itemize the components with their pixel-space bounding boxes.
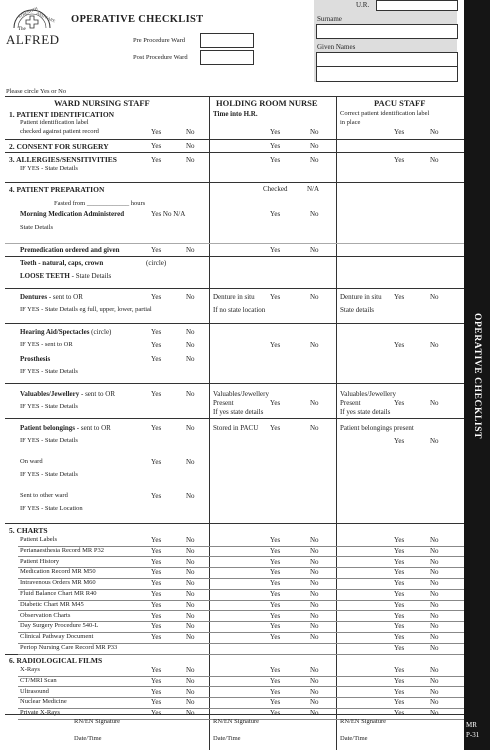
- s1-holding-label: Time into H.R.: [213, 110, 258, 118]
- s1-sub2: checked against patient record: [20, 128, 99, 135]
- s4-prosthesis-no[interactable]: No: [186, 355, 195, 363]
- s4-valuables-line: Valuables/Jewellery - sent to OR: [20, 390, 116, 398]
- s6-row-label: Ultrasound: [20, 687, 49, 695]
- s4-hearing-no[interactable]: No: [186, 328, 195, 336]
- s3-holding-yes[interactable]: Yes: [270, 156, 281, 164]
- s5-row-pacu-yes[interactable]: Yes: [394, 600, 405, 609]
- s6-row-label: X-Rays: [20, 666, 40, 673]
- s5-row-holding-no[interactable]: No: [310, 622, 319, 631]
- col-holding-header: HOLDING ROOM NURSE: [216, 98, 318, 108]
- s4-valuables-yes[interactable]: Yes: [151, 390, 162, 398]
- s6-row-holding-yes[interactable]: Yes: [270, 666, 281, 674]
- s4-hearing-holding-yes[interactable]: Yes: [270, 341, 281, 349]
- s5-row-pacu-no[interactable]: No: [430, 600, 439, 609]
- s6-row-holding-no[interactable]: No: [310, 666, 319, 674]
- s5-row-pacu-yes[interactable]: Yes: [394, 622, 405, 631]
- s5-row-pacu-no[interactable]: No: [430, 622, 439, 631]
- s6-row-pacu-yes[interactable]: Yes: [394, 676, 405, 685]
- s1-pacu-yes[interactable]: Yes: [394, 128, 405, 136]
- s5-title: 5. CHARTS: [9, 526, 48, 535]
- s6-row-pacu-no[interactable]: No: [430, 687, 439, 696]
- s5-row-label: Patient Labels: [20, 536, 58, 543]
- s4-on-ward-yes[interactable]: Yes: [151, 458, 162, 466]
- form-code-1: MR: [466, 721, 477, 729]
- s1-title: 1. PATIENT IDENTIFICATION: [9, 110, 115, 119]
- s4-vj-pacu-present: Present: [340, 399, 361, 407]
- s4-pacu-denture: Denture in situ: [340, 293, 382, 301]
- s4-morning-holding-no[interactable]: No: [310, 210, 319, 218]
- s4-belongings-yes[interactable]: Yes: [151, 424, 162, 432]
- s5-row-label: Patient History: [20, 557, 60, 565]
- s4-vj-holding: Valuables/Jewellery: [213, 390, 269, 398]
- s4-hearing-sent-no[interactable]: No: [186, 341, 195, 349]
- s4-hearing-holding-no[interactable]: No: [310, 341, 319, 349]
- s5-row-holding-no[interactable]: No: [310, 546, 319, 555]
- s1-holding-yes[interactable]: Yes: [270, 128, 281, 136]
- s6-row-pacu-yes[interactable]: Yes: [394, 687, 405, 696]
- surname-field[interactable]: [316, 24, 458, 39]
- s4-premed-no[interactable]: No: [186, 246, 195, 254]
- s6-row-holding-no[interactable]: No: [310, 698, 319, 707]
- s6-row-label: Private X-Rays: [20, 709, 60, 717]
- instruction: Please circle Yes or No: [6, 88, 67, 95]
- s5-row-holding-yes[interactable]: Yes: [270, 579, 281, 588]
- s4-prosthesis-yes[interactable]: Yes: [151, 355, 162, 363]
- s4-vj-holding-details: If yes state details: [213, 408, 264, 416]
- s3-ward-yes[interactable]: Yes: [151, 156, 162, 164]
- pre-ward-label: Pre Procedure Ward: [133, 37, 186, 44]
- given-names-field[interactable]: [316, 52, 458, 67]
- s4-denture-in-situ: Denture in situ: [213, 293, 255, 301]
- s4-belongings-present: Patient belongings present: [340, 424, 414, 432]
- s4-morning-med-options[interactable]: Yes No N/A: [151, 210, 186, 218]
- col-pacu-header: PACU STAFF: [374, 98, 426, 108]
- s1-ward-no[interactable]: No: [186, 128, 195, 136]
- s5-row-ward-no[interactable]: No: [186, 590, 195, 598]
- s5-row-ward-no[interactable]: No: [186, 546, 195, 555]
- s5-row-holding-yes[interactable]: Yes: [270, 568, 281, 577]
- s4-hearing-pacu-yes[interactable]: Yes: [394, 341, 405, 349]
- s5-row-label: Day Surgery Procedure 540-L: [20, 622, 99, 630]
- s6-row-pacu-no[interactable]: No: [430, 709, 439, 718]
- s1-pacu-label2: in place: [340, 119, 361, 126]
- s4-on-ward-details: IF YES - State Details: [20, 471, 78, 478]
- s4-valuables-no[interactable]: No: [186, 390, 195, 398]
- s3-sub: IF YES - State Details: [20, 165, 78, 172]
- s5-row-holding-no[interactable]: No: [310, 536, 319, 544]
- s2-holding-no[interactable]: No: [310, 142, 319, 150]
- s4-belongings-pacu-no[interactable]: No: [430, 437, 439, 445]
- s4-belongings-details: IF YES - State Details: [20, 437, 78, 444]
- s5-row-pacu-no[interactable]: No: [430, 546, 439, 555]
- s5-row-pacu-no[interactable]: No: [430, 568, 439, 577]
- s5-row-pacu-yes[interactable]: Yes: [394, 536, 405, 544]
- s6-row-ward-no[interactable]: No: [186, 687, 195, 696]
- s5-row-label: Observation Charts: [20, 611, 71, 619]
- s5-row-holding-no[interactable]: No: [310, 633, 319, 642]
- s4-state-details: State Details: [20, 224, 54, 231]
- s4-dentures-line: Dentures - sent to OR: [20, 293, 83, 301]
- s4-premed: Premedication ordered and given: [20, 246, 120, 254]
- s6-row-ward-no[interactable]: No: [186, 709, 195, 718]
- s5-row-pacu-no[interactable]: No: [430, 579, 439, 588]
- s2-ward-no[interactable]: No: [186, 142, 195, 150]
- s6-row-holding-yes[interactable]: Yes: [270, 709, 281, 718]
- s4-stored-yes[interactable]: Yes: [270, 424, 281, 432]
- footer-ward-date[interactable]: Date/Time: [74, 735, 102, 742]
- s5-row-pacu-yes[interactable]: Yes: [394, 568, 405, 577]
- footer-holding-date[interactable]: Date/Time: [213, 735, 241, 742]
- s4-checked: Checked: [263, 185, 288, 193]
- s5-row-holding-yes[interactable]: Yes: [270, 536, 281, 544]
- s6-row-ward-no[interactable]: No: [186, 698, 195, 707]
- s6-row-ward-yes[interactable]: Yes: [151, 698, 162, 707]
- s4-vj-pacu-details: If yes state details: [340, 408, 391, 416]
- s5-row-holding-no[interactable]: No: [310, 557, 319, 566]
- s4-premed-holding-no[interactable]: No: [310, 246, 319, 254]
- s6-row-holding-no[interactable]: No: [310, 676, 319, 685]
- footer-holding-sig[interactable]: RN/EN Signature: [213, 718, 260, 725]
- s5-row-holding-no[interactable]: No: [310, 590, 319, 598]
- s5-row-holding-no[interactable]: No: [310, 568, 319, 577]
- s5-row-holding-yes[interactable]: Yes: [270, 633, 281, 642]
- s6-row-ward-no[interactable]: No: [186, 666, 195, 674]
- s5-row-pacu-no[interactable]: No: [430, 590, 439, 598]
- s3-pacu-no[interactable]: No: [430, 156, 439, 164]
- s6-row-holding-yes[interactable]: Yes: [270, 687, 281, 696]
- s6-row-pacu-yes[interactable]: Yes: [394, 698, 405, 707]
- s4-vj-holding-no[interactable]: No: [310, 399, 319, 407]
- s6-row-holding-yes[interactable]: Yes: [270, 676, 281, 685]
- hospital-name: ALFRED: [6, 32, 60, 47]
- s5-row-label: Intravenous Orders MR M60: [20, 579, 96, 587]
- s6-row-ward-yes[interactable]: Yes: [151, 687, 162, 696]
- form-code-2: P-31: [466, 731, 480, 739]
- s4-if-no-state: If no state location: [213, 306, 266, 314]
- s4-denture-holding-yes[interactable]: Yes: [270, 293, 281, 301]
- logo-prefix: The: [18, 27, 26, 32]
- s5-row-ward-yes[interactable]: Yes: [151, 546, 162, 555]
- s2-title: 2. CONSENT FOR SURGERY: [9, 142, 109, 151]
- s5-row-ward-yes[interactable]: Yes: [151, 536, 162, 544]
- s5-row-holding-yes[interactable]: Yes: [270, 611, 281, 620]
- page-title: OPERATIVE CHECKLIST: [71, 14, 204, 25]
- s5-row-ward-yes[interactable]: Yes: [151, 590, 162, 598]
- s4-on-ward-no[interactable]: No: [186, 458, 195, 466]
- s5-row-pacu-yes[interactable]: Yes: [394, 579, 405, 588]
- s4-state-location: IF YES - State Location: [20, 505, 83, 512]
- s1-pacu-label1: Correct patient identification label: [340, 110, 430, 117]
- s4-valuables-details: IF YES - State Details: [20, 403, 78, 410]
- surname-label: Surname: [317, 15, 342, 23]
- s6-row-ward-no[interactable]: No: [186, 676, 195, 685]
- s3-holding-no[interactable]: No: [310, 156, 319, 164]
- s5-row-ward-yes[interactable]: Yes: [151, 622, 162, 631]
- s5-row-pacu-yes[interactable]: Yes: [394, 633, 405, 642]
- s5-row-ward-no[interactable]: No: [186, 568, 195, 577]
- s4-premed-holding-yes[interactable]: Yes: [270, 246, 281, 254]
- svg-text:AND CARE: AND CARE: [35, 10, 57, 24]
- given-names-label: Given Names: [317, 43, 356, 51]
- s1-sub1: Patient identification label: [20, 119, 89, 126]
- s4-stored-pacu: Stored in PACU: [213, 424, 259, 432]
- s5-row-pacu-no[interactable]: No: [430, 633, 439, 642]
- s5-row-pacu-yes[interactable]: Yes: [394, 611, 405, 620]
- s4-na: N/A: [307, 185, 320, 193]
- s6-row-holding-no[interactable]: No: [310, 687, 319, 696]
- s5-row-ward-yes[interactable]: Yes: [151, 579, 162, 588]
- s4-stored-no[interactable]: No: [310, 424, 319, 432]
- s3-pacu-yes[interactable]: Yes: [394, 156, 405, 164]
- s5-row-ward-yes[interactable]: Yes: [151, 611, 162, 620]
- s2-ward-yes[interactable]: Yes: [151, 142, 162, 150]
- s6-row-pacu-no[interactable]: No: [430, 666, 439, 674]
- s5-row-label: Periop Nursing Care Record MR P33: [20, 644, 118, 651]
- ur-field[interactable]: [376, 0, 458, 11]
- pre-ward-field[interactable]: [200, 33, 254, 48]
- s4-vj-pacu-no[interactable]: No: [430, 399, 439, 407]
- s4-vj-pacu: Valuables/Jewellery: [340, 390, 396, 398]
- s5-row-ward-no[interactable]: No: [186, 633, 195, 642]
- s5-row-holding-yes[interactable]: Yes: [270, 622, 281, 631]
- s5-row-pacu-no[interactable]: No: [430, 557, 439, 566]
- ur-label: U.R.: [356, 1, 370, 9]
- s6-row-holding-no[interactable]: No: [310, 709, 319, 718]
- s4-morning-holding-yes[interactable]: Yes: [270, 210, 281, 218]
- s5-row-holding-no[interactable]: No: [310, 611, 319, 620]
- s1-ward-yes[interactable]: Yes: [151, 128, 162, 136]
- post-ward-label: Post Procedure Ward: [133, 54, 188, 61]
- s5-row-label: Fluid Balance Chart MR R40: [20, 590, 97, 597]
- s4-pacu-denture-no[interactable]: No: [430, 293, 439, 301]
- s4-dentures-if: IF YES - State Details eg full, upper, lower, partial: [20, 306, 152, 313]
- s6-row-label: Nuclear Medicine: [20, 698, 67, 706]
- s6-row-ward-yes[interactable]: Yes: [151, 709, 162, 718]
- s5-row-label: Medication Record MR M50: [20, 568, 96, 576]
- s4-vj-pacu-yes[interactable]: Yes: [394, 399, 405, 407]
- s6-title: 6. RADIOLOGICAL FILMS: [9, 656, 103, 665]
- s1-pacu-no[interactable]: No: [430, 128, 439, 136]
- s6-row-label: CT/MRI Scan: [20, 676, 57, 684]
- s5-row-pacu-yes[interactable]: Yes: [394, 546, 405, 555]
- s4-dentures-no[interactable]: No: [186, 293, 195, 301]
- s4-belongings-line: Patient belongings - sent to OR: [20, 424, 111, 432]
- s6-row-pacu-no[interactable]: No: [430, 698, 439, 707]
- s4-prosthesis-details: IF YES - State Details: [20, 368, 78, 375]
- s5-row-ward-no[interactable]: No: [186, 536, 195, 544]
- s4-vj-holding-present: Present: [213, 399, 234, 407]
- s5-row-holding-yes[interactable]: Yes: [270, 546, 281, 555]
- s4-hearing-yes[interactable]: Yes: [151, 328, 162, 336]
- s4-pacu-state: State details: [340, 306, 375, 314]
- s4-morning-med: Morning Medication Administered: [20, 210, 125, 218]
- s5-row-ward-yes[interactable]: Yes: [151, 633, 162, 642]
- s4-prosthesis: Prosthesis: [20, 355, 51, 363]
- s6-row-pacu-yes[interactable]: Yes: [394, 709, 405, 718]
- s4-sent-other-no[interactable]: No: [186, 492, 195, 500]
- s4-belongings-no[interactable]: No: [186, 424, 195, 432]
- col-ward-header: WARD NURSING STAFF: [54, 98, 150, 108]
- s4-hearing-sent: IF YES - sent to OR: [20, 341, 73, 348]
- s4-belongings-pacu-yes[interactable]: Yes: [394, 437, 405, 445]
- post-ward-field[interactable]: [200, 50, 254, 65]
- s4-pacu-denture-yes[interactable]: Yes: [394, 293, 405, 301]
- s4-vj-holding-yes[interactable]: Yes: [270, 399, 281, 407]
- s5-row-holding-no[interactable]: No: [310, 600, 319, 609]
- s4-fasted[interactable]: Fasted from _____________ hours: [54, 200, 146, 207]
- s4-dentures-yes[interactable]: Yes: [151, 293, 162, 301]
- s5-row-pacu-no[interactable]: No: [430, 644, 439, 652]
- s5-row-label: Clinical Pathway Document: [20, 633, 94, 641]
- s4-hearing-sent-yes[interactable]: Yes: [151, 341, 162, 349]
- s6-row-ward-yes[interactable]: Yes: [151, 666, 162, 674]
- s5-row-pacu-yes[interactable]: Yes: [394, 557, 405, 566]
- s4-title: 4. PATIENT PREPARATION: [9, 185, 105, 194]
- s5-row-ward-yes[interactable]: Yes: [151, 568, 162, 577]
- s5-row-label: Perianaesthesia Record MR P32: [20, 546, 104, 554]
- s5-row-ward-no[interactable]: No: [186, 611, 195, 620]
- s6-row-pacu-no[interactable]: No: [430, 676, 439, 685]
- footer-pacu-sig[interactable]: RN/EN Signature: [340, 718, 387, 725]
- s4-loose-teeth-line: LOOSE TEETH - State Details: [20, 272, 112, 280]
- footer-ward-sig[interactable]: RN/EN Signature: [74, 718, 121, 725]
- s3-title: 3. ALLERGIES/SENSITIVITIES: [9, 155, 117, 164]
- given-names-field-2[interactable]: [316, 66, 458, 82]
- s5-row-pacu-no[interactable]: No: [430, 536, 439, 544]
- s5-row-holding-yes[interactable]: Yes: [270, 557, 281, 566]
- svg-text:STRENGTH: STRENGTH: [17, 6, 39, 19]
- s5-row-ward-no[interactable]: No: [186, 579, 195, 588]
- s4-on-ward: On ward: [20, 458, 43, 465]
- s4-premed-yes[interactable]: Yes: [151, 246, 162, 254]
- s2-holding-yes[interactable]: Yes: [270, 142, 281, 150]
- s5-row-holding-yes[interactable]: Yes: [270, 590, 281, 598]
- s5-row-ward-yes[interactable]: Yes: [151, 557, 162, 566]
- s4-teeth-circle: (circle): [146, 259, 167, 267]
- s4-sent-other: Sent to other ward: [20, 492, 68, 499]
- s6-row-ward-yes[interactable]: Yes: [151, 676, 162, 685]
- s5-row-line: [18, 654, 464, 655]
- s6-row-pacu-yes[interactable]: Yes: [394, 666, 405, 674]
- sidebar-title: OPERATIVE CHECKLIST: [472, 312, 482, 440]
- s5-row-ward-yes[interactable]: Yes: [151, 600, 162, 609]
- s5-row-ward-no[interactable]: No: [186, 600, 195, 609]
- s3-ward-no[interactable]: No: [186, 156, 195, 164]
- footer-pacu-date[interactable]: Date/Time: [340, 735, 368, 742]
- s6-row-holding-yes[interactable]: Yes: [270, 698, 281, 707]
- s4-hearing-pacu-no[interactable]: No: [430, 341, 439, 349]
- s4-hearing-line: Hearing Aid/Spectacles (circle): [20, 328, 112, 336]
- s5-row-pacu-no[interactable]: No: [430, 611, 439, 620]
- s4-teeth: Teeth - natural, caps, crown: [20, 259, 104, 267]
- s5-row-ward-no[interactable]: No: [186, 557, 195, 566]
- s4-sent-other-yes[interactable]: Yes: [151, 492, 162, 500]
- s5-row-ward-no[interactable]: No: [186, 622, 195, 631]
- s5-row-label: Diabetic Chart MR M45: [20, 600, 84, 608]
- s5-row-holding-yes[interactable]: Yes: [270, 600, 281, 609]
- s5-row-pacu-yes[interactable]: Yes: [394, 590, 405, 598]
- s4-denture-holding-no[interactable]: No: [310, 293, 319, 301]
- s5-row-pacu-yes[interactable]: Yes: [394, 644, 405, 652]
- s1-holding-no[interactable]: No: [310, 128, 319, 136]
- s5-row-holding-no[interactable]: No: [310, 579, 319, 588]
